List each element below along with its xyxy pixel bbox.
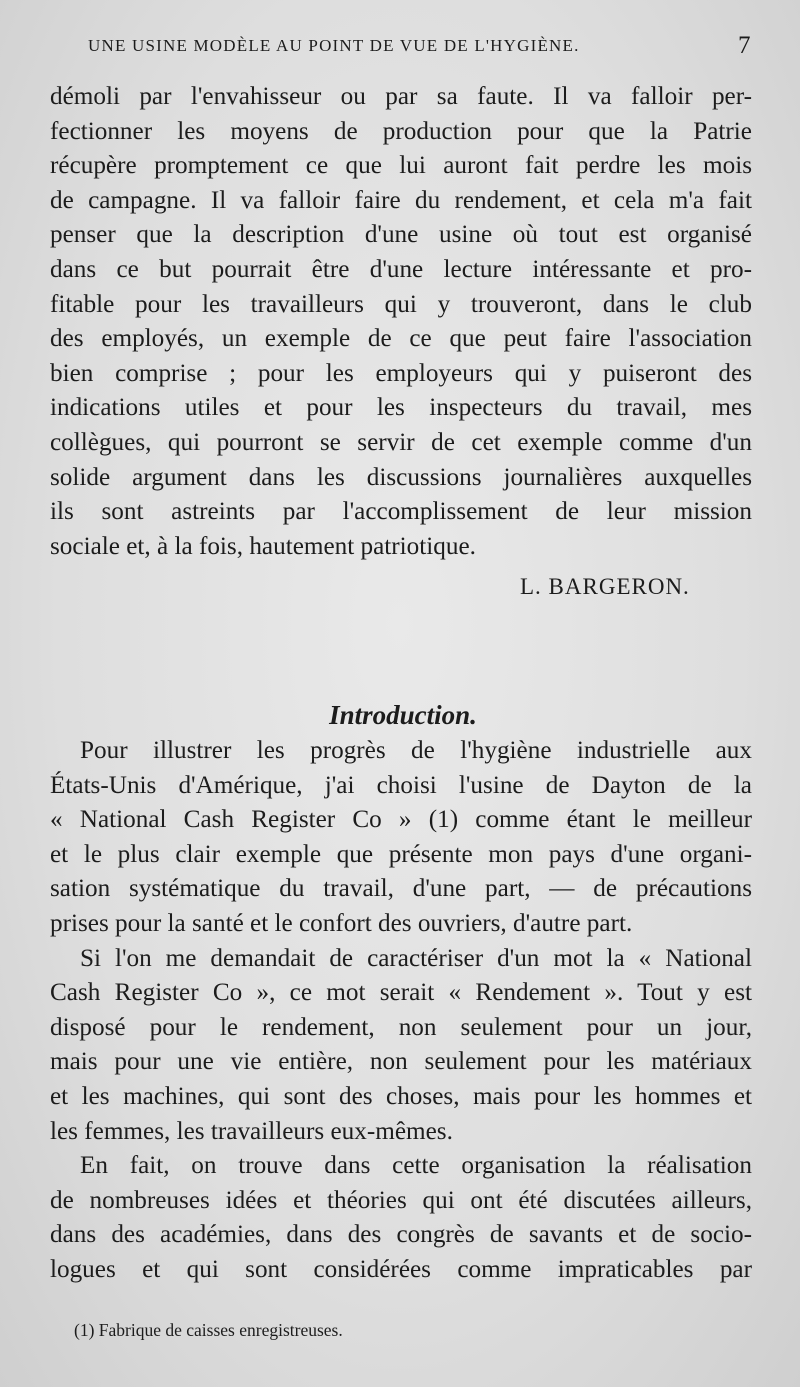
text-line: Pour illustrer les progrès de l'hygiène industrielle aux	[80, 737, 752, 764]
text-line: Cash Register Co », ce mot serait « Rendement ». Tout y est	[50, 979, 752, 1007]
text-line: fectionner les moyens de production pour que la Patrie	[50, 117, 752, 145]
text-line: ils sont astreints par l'accomplissement de leur mission	[50, 498, 752, 526]
section-heading	[0, 700, 800, 731]
text-line: bien comprise ; pour les employeurs qui y puiseront des	[50, 359, 752, 387]
section-heading-text: Introduction.	[329, 700, 477, 730]
running-title: UNE USINE MODÈLE AU POINT DE VUE DE L'HYGIÈNE.	[88, 36, 580, 55]
text-line: logues et qui sont considérées comme impraticables par	[50, 1255, 752, 1283]
author-signature: L. BARGERON.	[520, 574, 690, 599]
text-line: des employés, un exemple de ce que peut faire l'association	[50, 325, 752, 353]
text-line: récupère promptement ce que lui auront fait perdre les mois	[50, 152, 752, 180]
text-line: « National Cash Register Co » (1) comme étant le meilleur	[50, 806, 752, 834]
text-line: disposé pour le rendement, non seulement pour un jour,	[50, 1013, 752, 1041]
text-line: Si l'on me demandait de caractériser d'un mot la « National	[80, 944, 752, 972]
text-line: indications utiles et pour les inspecteurs du travail, mes	[50, 394, 752, 422]
text-line: sociale et, à la fois, hautement patriotique.	[50, 532, 476, 560]
text-line: mais pour une vie entière, non seulement pour les matériaux	[50, 1048, 752, 1076]
footnote: (1) Fabrique de caisses enregistreuses.	[74, 1320, 343, 1340]
page-header	[0, 32, 800, 66]
text-line: prises pour la santé et le confort des ouvriers, d'autre part.	[50, 909, 633, 937]
introduction-text	[50, 734, 752, 1288]
text-line: et les machines, qui sont des choses, mais pour les hommes et	[50, 1082, 752, 1110]
text-line: penser que la description d'une usine où tout est organisé	[50, 221, 752, 249]
text-line: États-Unis d'Amérique, j'ai choisi l'usine de Dayton de la	[50, 771, 752, 799]
text-line: et le plus clair exemple que présente mon pays d'une organi-	[50, 840, 752, 868]
text-line: démoli par l'envahisseur ou par sa faute. Il va falloir per-	[50, 83, 752, 110]
text-line: sation systématique du travail, d'une part, — de précautions	[50, 875, 752, 903]
text-line: les femmes, les travailleurs eux-mêmes.	[50, 1117, 453, 1145]
text-line: dans des académies, dans des congrès de savants et de socio-	[50, 1221, 752, 1249]
text-line: de campagne. Il va falloir faire du rendement, et cela m'a fait	[50, 186, 752, 214]
page-number: 7	[738, 32, 751, 59]
text-line: dans ce but pourrait être d'une lecture intéressante et pro-	[50, 255, 752, 283]
text-line: solide argument dans les discussions journalières auxquelles	[50, 463, 752, 491]
text-line: fitable pour les travailleurs qui y trouveront, dans le club	[50, 290, 752, 318]
text-line: collègues, qui pourront se servir de cet exemple comme d'un	[50, 428, 752, 456]
text-line: En fait, on trouve dans cette organisation la réalisation	[80, 1152, 752, 1180]
text-line: de nombreuses idées et théories qui ont été discutées ailleurs,	[50, 1186, 752, 1214]
preface-text	[50, 80, 752, 564]
